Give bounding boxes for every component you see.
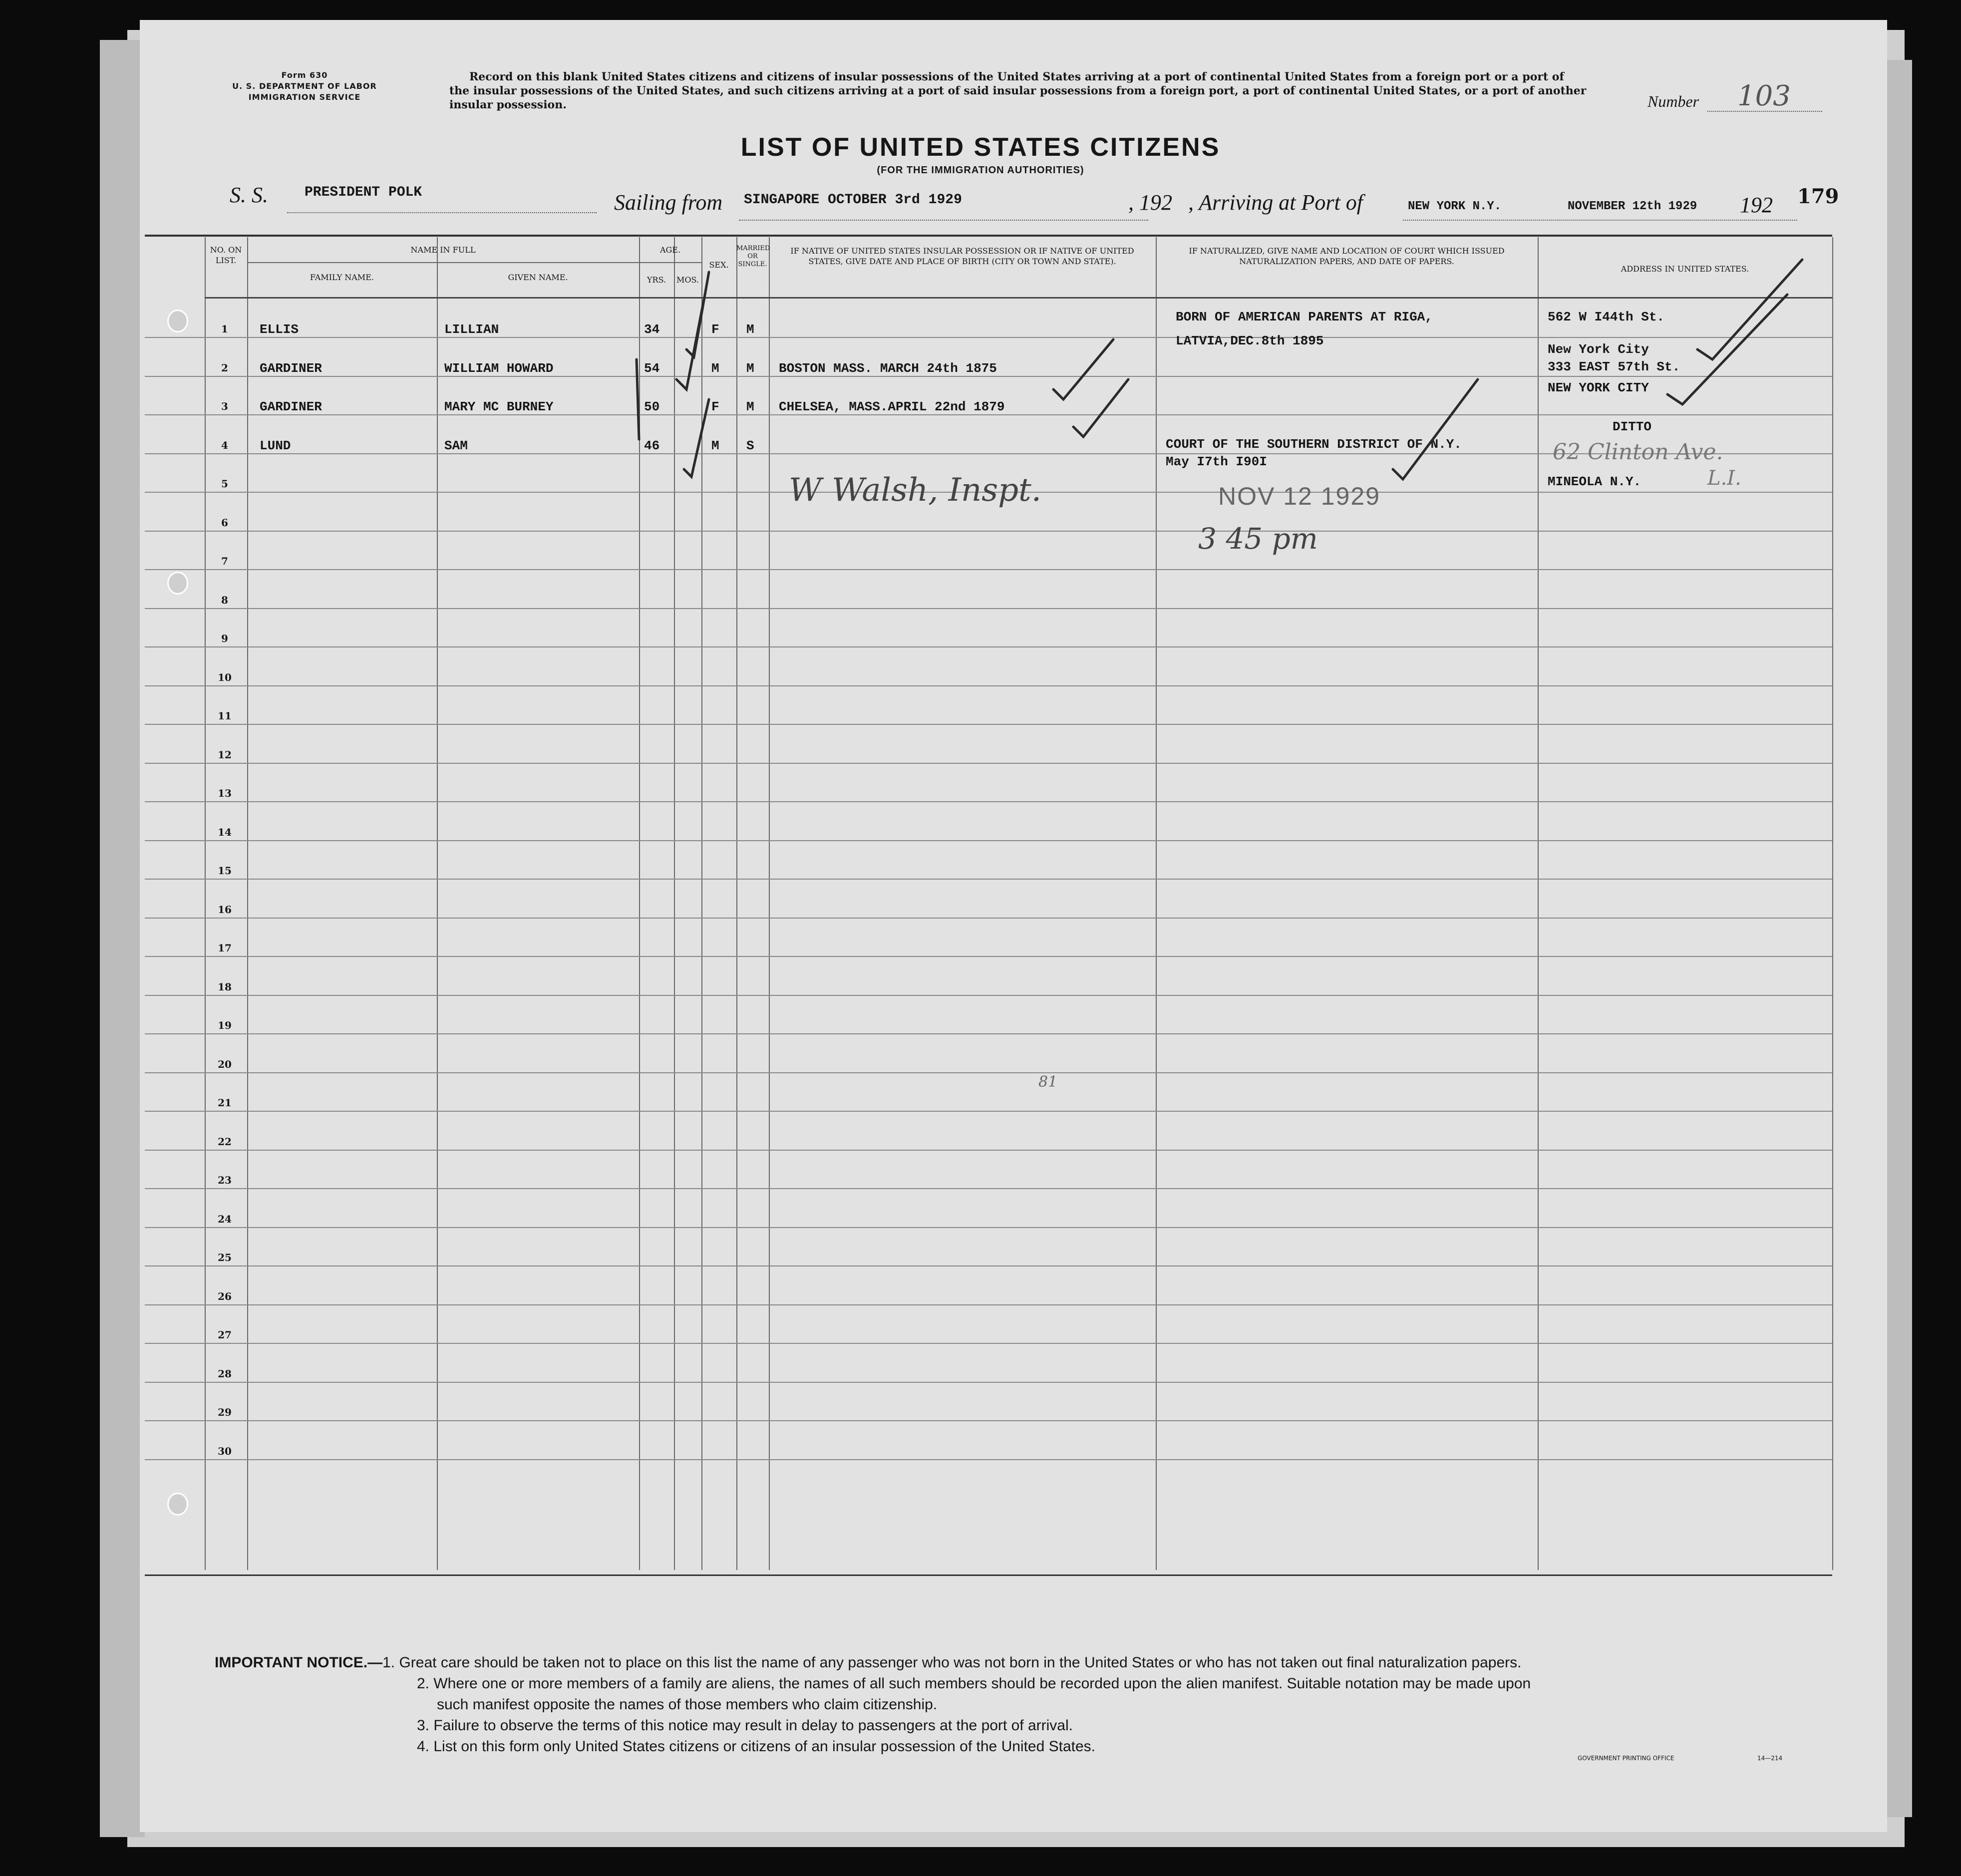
passenger-marital-status: M	[746, 322, 754, 337]
passenger-given-name: LILLIAN	[444, 322, 499, 337]
row-number: 15	[218, 865, 232, 877]
passenger-family-name: GARDINER	[260, 360, 322, 376]
passenger-birthplace: BOSTON MASS. MARCH 24th 1875	[779, 360, 997, 376]
row-number: 26	[218, 1290, 232, 1302]
print-code: 14—214	[1757, 1755, 1783, 1762]
check-mark	[1073, 379, 1128, 437]
passenger-marital-status: S	[746, 438, 754, 453]
address-line-1: DITTO	[1613, 419, 1652, 434]
row-number: 5	[221, 478, 228, 490]
row-number: 27	[218, 1329, 232, 1341]
check-mark	[1053, 339, 1113, 399]
page-title: LIST OF UNITED STATES CITIZENS	[740, 133, 1221, 162]
inspector-signature: W Walsh, Inspt.	[789, 472, 1042, 509]
service: IMMIGRATION SERVICE	[248, 92, 361, 102]
passenger-given-name: WILLIAM HOWARD	[444, 360, 554, 376]
col-married-single: MARRIED OR SINGLE.	[736, 245, 770, 268]
arrival-date: NOVEMBER 12th 1929	[1568, 200, 1697, 213]
passenger-family-name: LUND	[260, 438, 291, 453]
passenger-sex: M	[711, 360, 719, 376]
row-number: 23	[218, 1174, 232, 1186]
col-sex: SEX.	[709, 260, 729, 270]
row-number: 17	[218, 942, 232, 954]
passenger-given-name: MARY MC BURNEY	[444, 399, 554, 414]
notice-item-3: 3. Failure to observe the terms of this notice may result in delay to passengers at the port of arrival.	[417, 1717, 1073, 1734]
row-number: 12	[218, 748, 232, 761]
passenger-age-years: 34	[644, 322, 660, 337]
col-given-name: GIVEN NAME.	[508, 273, 568, 282]
passenger-age-years: 54	[644, 360, 660, 376]
passenger-marital-status: M	[746, 399, 754, 414]
naturalization-line-2: LATVIA,DEC.8th 1895	[1176, 333, 1324, 348]
col-birth: IF NATIVE OF UNITED STATES INSULAR POSSESSION OR IF NATIVE OF UNITED STATES, GIVE DATE AND PLACE OF BIRTH (CITY OR TOWN AND STATE).	[790, 246, 1134, 266]
passenger-sex: F	[711, 322, 719, 337]
passenger-sex: M	[711, 438, 719, 453]
address-handwritten-2: L.I.	[1707, 467, 1741, 490]
page-subtitle: (FOR THE IMMIGRATION AUTHORITIES)	[877, 165, 1084, 176]
col-yrs: YRS.	[647, 275, 666, 285]
passenger-sex: F	[711, 399, 719, 414]
naturalization-line-1: BORN OF AMERICAN PARENTS AT RIGA,	[1176, 310, 1433, 324]
row-number: 14	[218, 826, 232, 838]
col-family-name: FAMILY NAME.	[310, 273, 374, 282]
passenger-family-name: GARDINER	[260, 399, 322, 414]
notice-label: IMPORTANT NOTICE.—	[215, 1654, 383, 1671]
row-number: 6	[221, 516, 228, 529]
margin-mark: 81	[1038, 1073, 1058, 1091]
department: U. S. DEPARTMENT OF LABOR	[232, 81, 377, 91]
row-number: 11	[218, 710, 232, 722]
col-no: NO. ON LIST.	[210, 245, 242, 265]
col-age: AGE.	[659, 245, 681, 255]
row-number: 2	[221, 361, 228, 374]
check-mark	[1697, 260, 1802, 359]
passenger-age-years: 46	[644, 438, 660, 453]
check-mark	[684, 399, 709, 477]
row-number: 13	[218, 787, 232, 799]
address-line-1: 333 EAST 57th St.	[1548, 359, 1680, 374]
col-address: ADDRESS IN UNITED STATES.	[1621, 264, 1749, 274]
passenger-given-name: SAM	[444, 438, 468, 453]
row-number: 21	[218, 1097, 232, 1109]
check-mark	[1667, 295, 1787, 404]
row-number: 8	[221, 594, 228, 606]
row-number: 10	[218, 671, 232, 683]
notice-item-4: 4. List on this form only United States citizens or citizens of an insular possession of the United States.	[417, 1738, 1096, 1755]
col-mos: MOS.	[676, 275, 699, 285]
check-mark	[676, 300, 704, 389]
row-number: 22	[218, 1135, 232, 1148]
row-number: 29	[218, 1406, 232, 1418]
row-number: 1	[221, 323, 228, 335]
notice-item-1: 1. Great care should be taken not to place on this list the name of any passenger who was not born in the United States or who has not taken out final naturalization papers.	[382, 1654, 1522, 1671]
row-number: 18	[218, 980, 232, 993]
printer-imprint: GOVERNMENT PRINTING OFFICE	[1578, 1755, 1674, 1762]
bracket-mark	[637, 359, 639, 439]
form-number: Form 630	[281, 70, 328, 80]
manifest-number: 103	[1737, 80, 1791, 112]
row-number: 3	[221, 400, 228, 412]
row-number: 20	[218, 1058, 232, 1070]
ss-label: S. S.	[230, 183, 268, 207]
row-number: 4	[221, 439, 228, 451]
form-instruction: Record on this blank United States citizens and citizens of insular possessions of the United States arriving at a port of continental United States from a foreign port or a port of the insular possessions of the United States, and such citizens arriving at a port of said insular possessions from a foreign port, a port of continental United States, or a port of another insular possession.	[449, 70, 1587, 111]
notice-item-2: 2. Where one or more members of a family are aliens, the names of all such members should be recorded upon the alien manifest. Suitable notation may be made upon	[417, 1675, 1531, 1692]
arrival-port: NEW YORK N.Y.	[1408, 200, 1502, 213]
important-notice	[215, 1652, 1812, 1757]
row-number: 25	[218, 1251, 232, 1263]
passenger-family-name: ELLIS	[260, 322, 299, 337]
address-line-2: New York City	[1548, 342, 1649, 357]
date-stamp: NOV 12 1929	[1218, 482, 1380, 510]
address-line-1: 562 W I44th St.	[1548, 310, 1665, 324]
check-mark	[686, 272, 709, 357]
page-number: 179	[1797, 185, 1839, 208]
naturalization-line-2: May I7th I90I	[1166, 454, 1267, 469]
ship-name: PRESIDENT POLK	[305, 185, 422, 200]
address-line-2: NEW YORK CITY	[1548, 380, 1649, 395]
year-label-1: , 192	[1128, 190, 1172, 215]
passenger-marital-status: M	[746, 360, 754, 376]
sailing-value: SINGAPORE OCTOBER 3rd 1929	[744, 192, 962, 208]
row-number: 16	[218, 903, 232, 916]
col-name-in-full: NAME IN FULL	[410, 245, 476, 255]
passenger-age-years: 50	[644, 399, 660, 414]
check-mark	[1393, 379, 1478, 479]
sailing-label: Sailing from	[614, 190, 723, 215]
passenger-birthplace: CHELSEA, MASS.APRIL 22nd 1879	[779, 399, 1005, 414]
notice-item-2-cont: such manifest opposite the names of those members who claim citizenship.	[437, 1696, 938, 1713]
row-number: 24	[218, 1213, 232, 1225]
arriving-label: , Arriving at Port of	[1188, 190, 1363, 215]
row-number: 7	[221, 555, 228, 567]
number-label: Number	[1647, 92, 1699, 110]
row-number: 30	[218, 1445, 232, 1457]
naturalization-line-1: COURT OF THE SOUTHERN DISTRICT OF N.Y.	[1166, 437, 1462, 452]
row-number: 28	[218, 1367, 232, 1380]
row-number: 19	[218, 1019, 232, 1031]
row-number: 9	[221, 632, 228, 644]
address-line-1: MINEOLA N.Y.	[1548, 474, 1641, 489]
col-naturalized: IF NATURALIZED, GIVE NAME AND LOCATION OF COURT WHICH ISSUED NATURALIZATION PAPERS, AND DATE OF PAPERS.	[1189, 246, 1505, 266]
address-handwritten: 62 Clinton Ave.	[1553, 439, 1723, 465]
time-note: 3 45 pm	[1198, 522, 1318, 556]
year-label-2: 192	[1740, 193, 1773, 217]
